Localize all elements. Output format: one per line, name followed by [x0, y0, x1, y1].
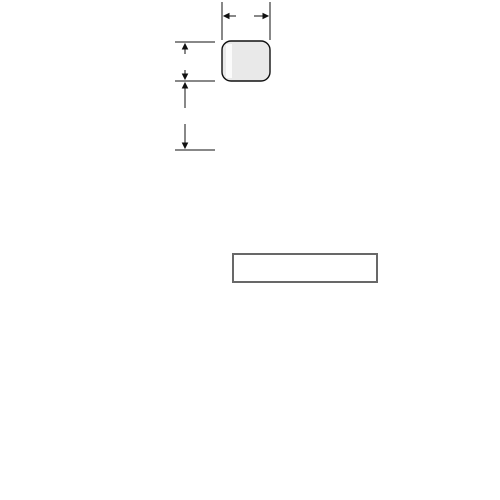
- watermark: [232, 225, 374, 315]
- notes-section: [92, 358, 492, 361]
- plug-diagram: [0, 0, 500, 165]
- watermark-middle: [232, 253, 378, 283]
